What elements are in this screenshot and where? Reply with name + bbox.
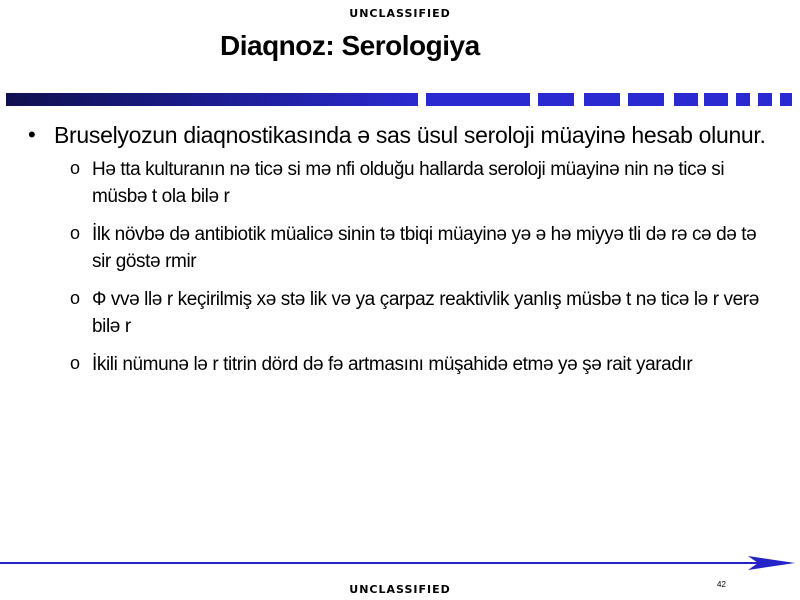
bullet-list	[28, 120, 768, 389]
sub-bullet-item	[70, 351, 768, 378]
sub-bullet-item	[70, 156, 768, 210]
title-bar-decoration	[0, 92, 800, 108]
footer-arrow-line	[0, 552, 800, 576]
bullet-text: Bruselyozun diaqnostikasında ə sas üsul seroloji müayinə hesab olunur.	[54, 122, 766, 148]
classification-footer: UNCLASSIFIED	[349, 583, 451, 596]
sub-bullet-text: Ф vvə llə r keçirilmiş xə stə lik və ya çarpaz reaktivlik yanlış müsbə t nə ticə lə r verə bilə r	[92, 289, 759, 337]
bullet-dot-icon: •	[28, 122, 36, 147]
sub-bullet-text: İlk növbə də antibiotik müalicə sinin tə tbiqi müayinə yə ə hə miyyə tli də rə cə də tə sir göstə rmir	[92, 224, 757, 272]
sub-bullet-text: Hə tta kulturanın nə ticə si mə nfi olduğu hallarda seroloji müayinə nin nə ticə si müsbə t ola bilə r	[92, 159, 725, 207]
sub-bullet-text: İkili nümunə lə r titrin dörd də fə artmasını müşahidə etmə yə şə rait yaradır	[92, 354, 693, 375]
ring-bullet-icon: o	[70, 288, 80, 308]
ring-bullet-icon: o	[70, 353, 80, 373]
slide-title: Diaqnoz: Serologiya	[220, 30, 480, 61]
classification-header: UNCLASSIFIED	[349, 7, 451, 20]
ring-bullet-icon: o	[70, 223, 80, 243]
ring-bullet-icon: o	[70, 158, 80, 178]
sub-bullet-item	[70, 286, 768, 340]
bullet-item	[28, 120, 768, 150]
page-number: 42	[717, 580, 726, 589]
sub-bullet-item	[70, 221, 768, 275]
